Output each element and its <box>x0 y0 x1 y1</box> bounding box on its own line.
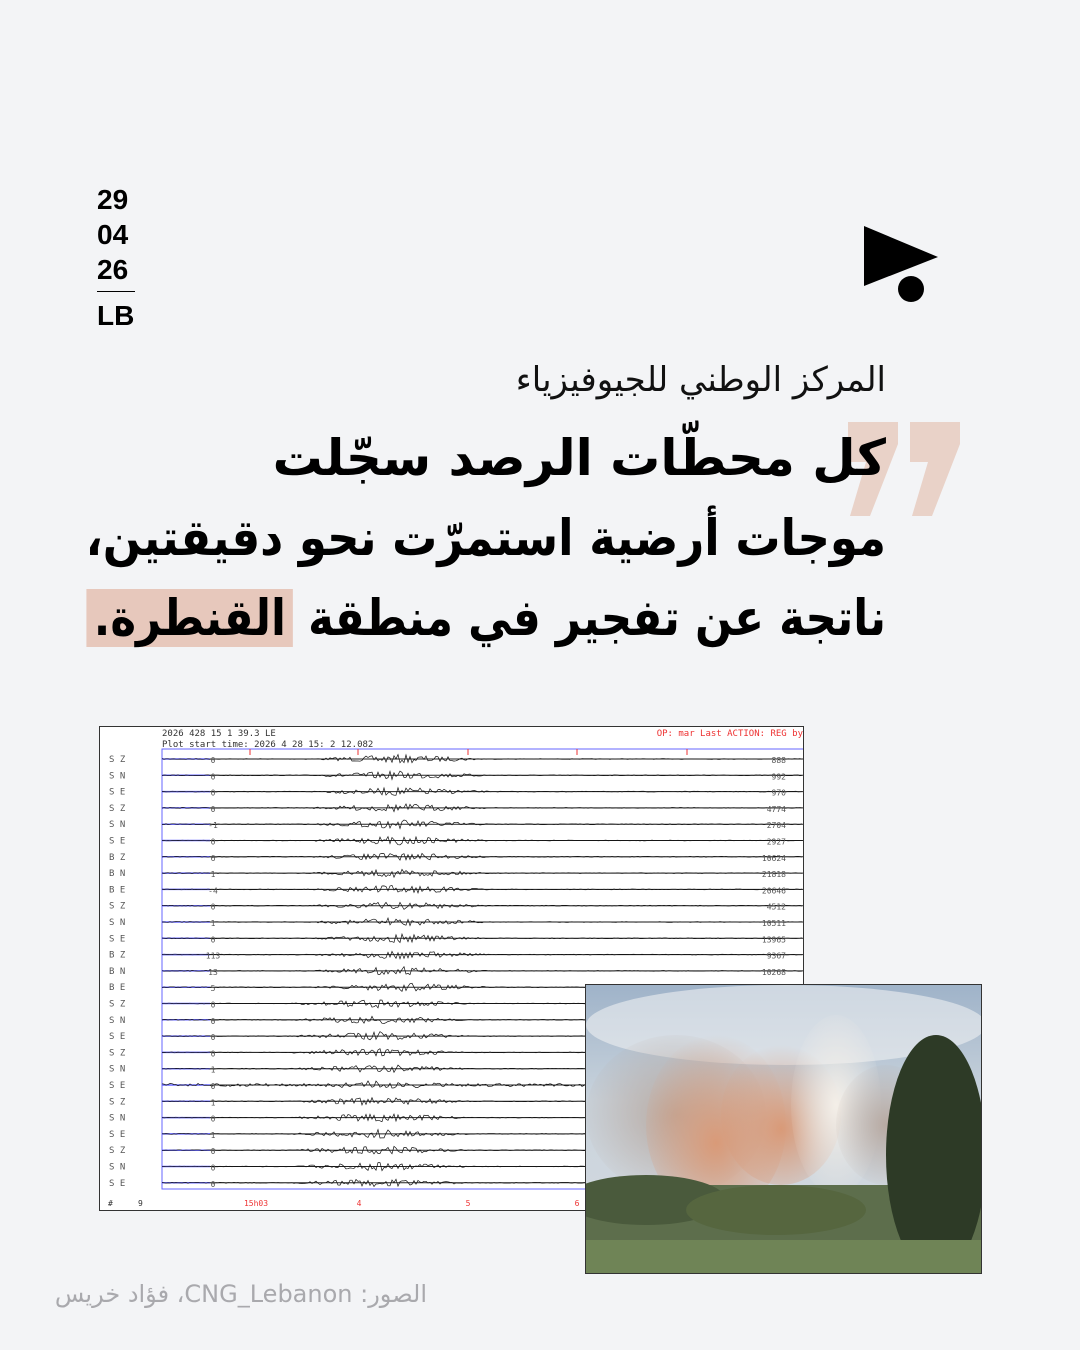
channel-label: S Z <box>109 1048 126 1059</box>
trace-max-value: 2704 <box>766 821 786 831</box>
channel-label: S N <box>109 918 126 928</box>
channel-label: S N <box>109 1162 126 1173</box>
channel-label: S Z <box>109 901 126 912</box>
date-block <box>97 182 135 333</box>
trace-min-value: 0 <box>210 935 216 945</box>
trace-max-value: 9367 <box>766 951 786 961</box>
trace-min-value: 0 <box>210 1049 216 1059</box>
waveform <box>162 967 802 975</box>
headline-line-3 <box>93 578 886 658</box>
channel-label: S E <box>109 1129 126 1140</box>
trace-max-value: 2927 <box>766 837 786 847</box>
headline-line-3-text: ناتجة عن تفجير في منطقة <box>308 589 886 647</box>
time-axis-label: 6 <box>574 1199 580 1208</box>
footer-count: 9 <box>138 1199 143 1208</box>
trace-max-value: 13965 <box>761 935 786 945</box>
time-axis-label: 5 <box>465 1199 471 1208</box>
trace-min-value: 0 <box>210 1163 216 1173</box>
seismogram-status: OP: mar Last ACTION: REG by <box>656 729 803 739</box>
date-country: LB <box>97 300 135 331</box>
channel-label: S Z <box>109 1097 126 1108</box>
channel-label: B Z <box>109 852 126 863</box>
trace-min-value: 6 <box>210 853 216 863</box>
trace-min-value: 1 <box>210 1130 216 1140</box>
trace-max-value: 10624 <box>761 853 786 863</box>
channel-label: S E <box>109 836 126 847</box>
channel-label: S N <box>109 1015 126 1026</box>
channel-label: S Z <box>109 1146 126 1157</box>
trace-min-value: 1 <box>210 919 216 928</box>
trace-max-value: 888 <box>771 756 786 765</box>
seismogram-header: 2026 428 15 1 39.3 LE <box>162 729 276 739</box>
channel-label: S E <box>109 1081 126 1091</box>
trace-min-value: 0 <box>210 837 216 847</box>
channel-label: S E <box>109 787 126 798</box>
seismogram-start-time: Plot start time: 2026 4 28 15: 2 12.082 <box>162 740 374 750</box>
explosion-photo-illustration <box>586 985 981 1273</box>
channel-label: S E <box>109 934 126 945</box>
time-axis-label: 4 <box>356 1199 362 1208</box>
trace-max-value: 20646 <box>761 886 786 896</box>
trace-max-value: 970 <box>771 788 786 798</box>
date-day: 29 <box>97 184 129 215</box>
channel-label: S N <box>109 1064 126 1075</box>
headline-line-2: موجات أرضية استمرّت نحو دقيقتين، <box>85 509 886 567</box>
trace-min-value: 0 <box>210 804 216 814</box>
channel-label: S N <box>109 771 126 782</box>
explosion-photo <box>585 984 982 1274</box>
trace-min-value: 0 <box>210 788 216 798</box>
trace-min-value: 113 <box>205 951 221 961</box>
trace-min-value: 0 <box>210 1114 216 1124</box>
trace-min-value: 0 <box>210 756 216 765</box>
trace-min-value: 13 <box>208 967 218 977</box>
trace-max-value: 21818 <box>761 870 786 880</box>
trace-min-value: 1 <box>210 870 216 880</box>
highlighted-location: القنطرة. <box>87 589 293 647</box>
play-dot-logo-icon <box>864 226 940 306</box>
channel-label: B N <box>109 869 126 880</box>
trace-min-value: 0 <box>210 1000 216 1010</box>
trace-max-value: 4512 <box>766 902 786 912</box>
date-year: 26 <box>97 254 129 285</box>
channel-label: S Z <box>109 755 126 765</box>
trace-max-value: 4774 <box>766 804 786 814</box>
channel-label: S E <box>109 1032 126 1043</box>
org-name: المركز الوطني للجيوفيزياء <box>515 360 886 400</box>
trace-min-value: -1 <box>208 821 218 831</box>
waveform <box>162 934 802 945</box>
trace-min-value: 0 <box>210 1082 216 1091</box>
trace-min-value: 1 <box>210 1065 216 1075</box>
trace-min-value: 0 <box>210 1033 216 1043</box>
footer-hash: # <box>108 1199 113 1208</box>
trace-min-value: 0 <box>210 1179 216 1189</box>
trace-min-value: 0 <box>210 1016 216 1026</box>
channel-label: B Z <box>109 950 126 961</box>
channel-label: S N <box>109 1113 126 1124</box>
trace-min-value: 0 <box>210 1147 216 1157</box>
trace-min-value: 1 <box>210 1098 216 1108</box>
photo-credit: الصور: CNG_Lebanon، فؤاد خريس <box>54 1280 427 1308</box>
channel-label: S E <box>109 1178 126 1189</box>
time-axis-label: 15h03 <box>243 1199 269 1208</box>
waveform <box>162 820 802 829</box>
headline <box>86 418 886 658</box>
trace-max-value: 992 <box>771 772 786 782</box>
trace-min-value: -4 <box>208 886 218 896</box>
trace-max-value: 10511 <box>761 919 786 928</box>
channel-label: B E <box>109 885 126 896</box>
headline-line-1: كل محطّات الرصد سجّلت <box>272 429 886 487</box>
trace-min-value: 0 <box>210 772 216 782</box>
trace-min-value: 5 <box>210 984 216 994</box>
channel-label: S Z <box>109 803 126 814</box>
date-month: 04 <box>97 219 129 250</box>
channel-label: S N <box>109 820 126 831</box>
channel-label: B N <box>109 966 126 977</box>
channel-label: B E <box>109 983 126 994</box>
channel-label: S Z <box>109 999 126 1010</box>
trace-min-value: 0 <box>210 902 216 912</box>
date-divider <box>97 291 135 292</box>
waveform <box>162 804 802 812</box>
trace-max-value: 10268 <box>761 967 786 977</box>
